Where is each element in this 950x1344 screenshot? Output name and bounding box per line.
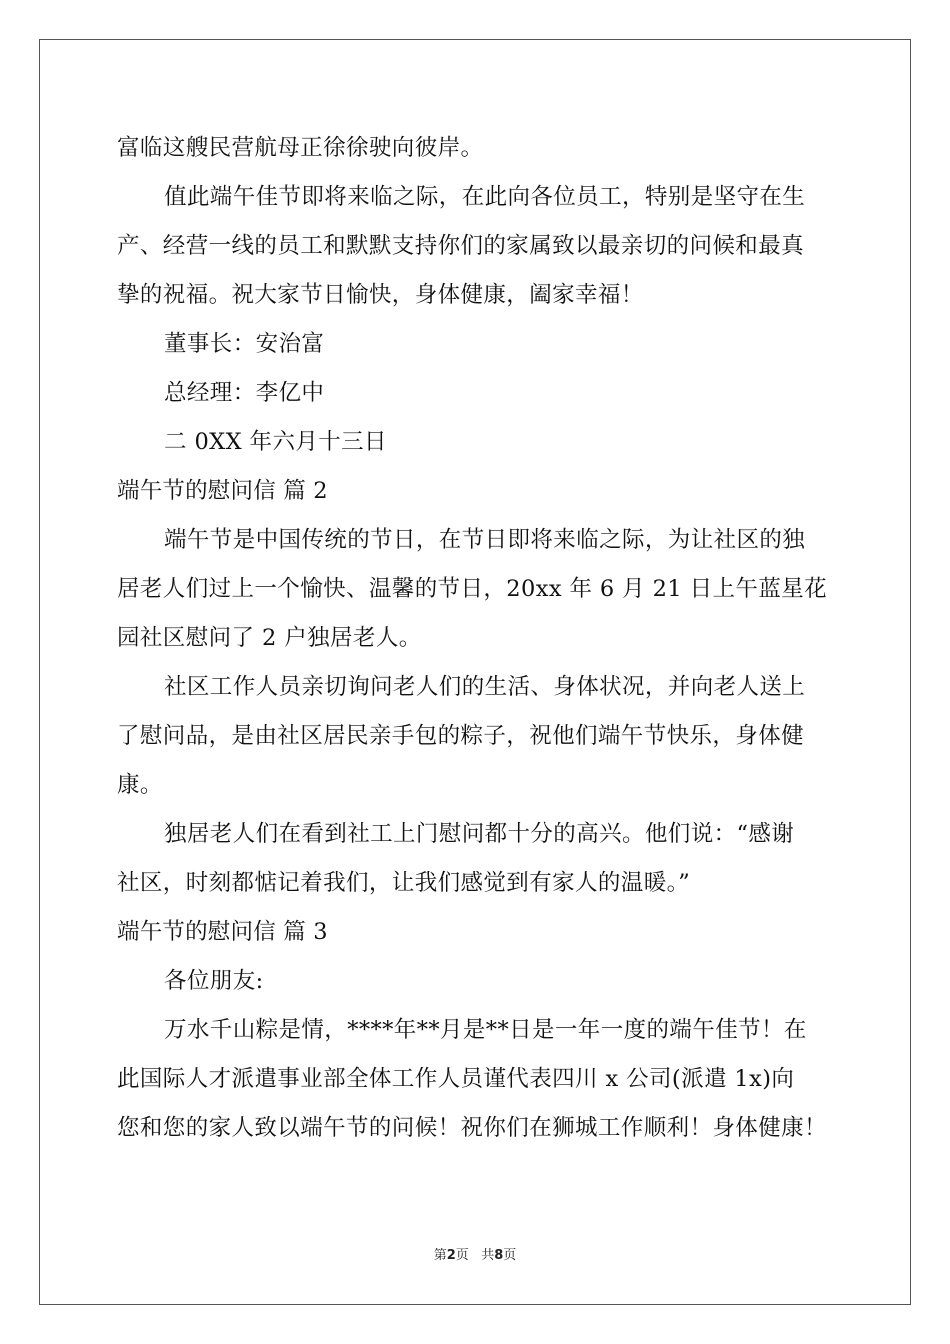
text-line: 社区工作人员亲切询问老人们的生活、身体状况，并向老人送上: [164, 674, 806, 700]
text-line: 此国际人才派遣事业部全体工作人员谨代表四川 x 公司(派遣 1x)向: [117, 1066, 795, 1092]
text-line: 富临这艘民营航母正徐徐驶向彼岸。: [117, 135, 484, 161]
signature-chairman: 董事长：安治富: [164, 331, 325, 357]
signature-manager: 总经理：李亿中: [164, 380, 325, 406]
page-footer: [0, 1244, 950, 1263]
page-number: 2: [446, 1248, 456, 1263]
section-heading: 端午节的慰问信 篇 3: [117, 919, 328, 945]
footer-page-suffix: 页: [455, 1248, 469, 1263]
footer-total-suffix: 页: [503, 1248, 517, 1263]
text-line: 值此端午佳节即将来临之际，在此向各位员工，特别是坚守在生: [164, 184, 806, 210]
text-line: 居老人们过上一个愉快、温馨的节日，20xx 年 6 月 21 日上午蓝星花: [117, 576, 828, 602]
text-line: 挚的祝福。祝大家节日愉快，身体健康，阖家幸福！: [117, 282, 644, 308]
text-line: 园社区慰问了 2 户独居老人。: [117, 625, 422, 651]
text-line: 您和您的家人致以端午节的问候！祝你们在狮城工作顺利！身体健康！: [117, 1115, 827, 1141]
total-pages: 8: [494, 1248, 504, 1263]
letter-date: 二 0XX 年六月十三日: [164, 429, 387, 455]
text-line: 康。: [117, 772, 163, 798]
text-line: 万水千山粽是情，****年**月是**日是一年一度的端午佳节！在: [164, 1017, 807, 1043]
text-line: 端午节是中国传统的节日，在节日即将来临之际，为让社区的独: [164, 527, 806, 553]
footer-prefix: 第: [433, 1248, 447, 1263]
text-line: 产、经营一线的员工和默默支持你们的家属致以最亲切的问候和最真: [117, 233, 805, 259]
text-line: 了慰问品，是由社区居民亲手包的粽子，祝他们端午节快乐，身体健: [117, 723, 805, 749]
text-line: 独居老人们在看到社工上门慰问都十分的高兴。他们说：“感谢: [164, 821, 795, 847]
text-line: 社区，时刻都惦记着我们，让我们感觉到有家人的温暖。”: [117, 870, 691, 896]
salutation: 各位朋友:: [164, 968, 264, 994]
section-heading: 端午节的慰问信 篇 2: [117, 478, 328, 504]
footer-total-prefix: 共: [481, 1248, 495, 1263]
document-body: [117, 124, 837, 1153]
